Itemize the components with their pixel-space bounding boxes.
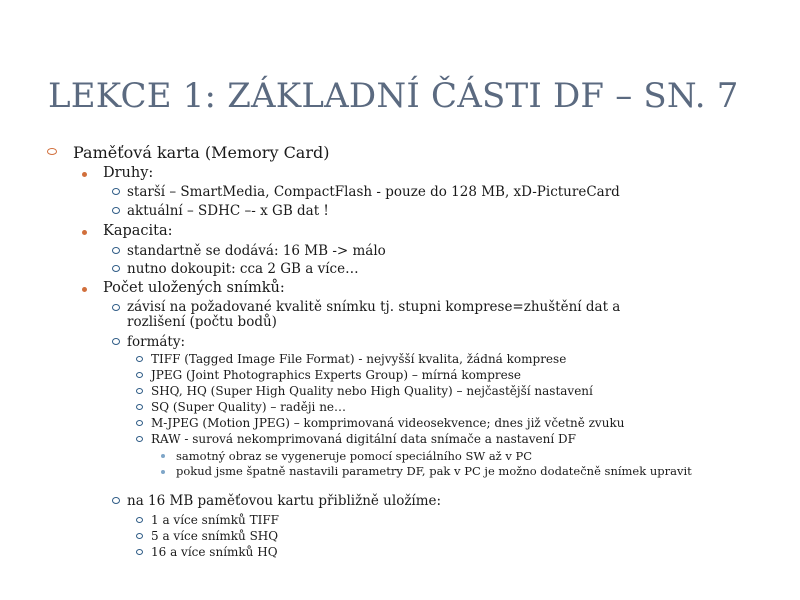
ring-bullet-icon <box>136 517 143 523</box>
ring-bullet-icon <box>136 549 143 555</box>
bullet-text: 1 a více snímků TIFF <box>151 513 279 527</box>
ring-bullet-icon <box>112 188 120 195</box>
bullet-mjpeg <box>151 416 624 430</box>
ring-bullet-icon <box>47 148 57 155</box>
ring-bullet-icon <box>112 497 120 504</box>
ring-bullet-icon <box>136 420 143 426</box>
bullet-text: 5 a více snímků SHQ <box>151 529 279 543</box>
ring-bullet-icon <box>136 356 143 362</box>
dot-bullet-icon <box>161 454 165 458</box>
dot-bullet-icon <box>82 230 87 235</box>
ring-bullet-icon <box>136 372 143 378</box>
bullet-text: samotný obraz se vygeneruje pomocí speciálního SW až v PC <box>176 449 533 463</box>
bullet-kapacita <box>103 223 173 239</box>
bullet-text: RAW - surová nekomprimovaná digitální data snímače a nastavení DF <box>151 432 576 446</box>
bullet-formaty <box>127 334 185 350</box>
bullet-pokud <box>176 465 696 478</box>
bullet-hq-count <box>151 545 278 559</box>
ring-bullet-icon <box>112 304 120 311</box>
ring-bullet-icon <box>136 436 143 442</box>
bullet-text: starší – SmartMedia, CompactFlash - pouze do 128 MB, xD-PictureCard <box>127 184 620 200</box>
bullet-text: závisí na požadované kvalitě snímku tj. stupni komprese=zhuštění dat a rozlišení (počtu bodů) <box>127 299 621 330</box>
ring-bullet-icon <box>112 207 120 214</box>
ring-bullet-icon <box>112 265 120 272</box>
bullet-text: aktuální – SDHC –- x GB dat ! <box>127 203 329 219</box>
bullet-raw <box>151 432 576 446</box>
bullet-text: M-JPEG (Motion JPEG) – komprimovaná videosekvence; dnes již včetně zvuku <box>151 416 625 430</box>
dot-bullet-icon <box>82 172 87 177</box>
bullet-text: na 16 MB paměťovou kartu přibližně uložíme: <box>127 493 442 509</box>
bullet-aktualni <box>127 203 329 219</box>
bullet-text: Paměťová karta (Memory Card) <box>73 143 330 162</box>
bullet-text: SHQ, HQ (Super High Quality nebo High Quality) – nejčastější nastavení <box>151 384 593 398</box>
bullet-nutno <box>127 261 359 277</box>
dot-bullet-icon <box>161 470 165 474</box>
bullet-text: pokud jsme špatně nastavili parametry DF, pak v PC je možno dodatečně snímek upravit <box>176 464 692 478</box>
bullet-text: Počet uložených snímků: <box>103 280 285 296</box>
bullet-text: standartně se dodává: 16 MB -> málo <box>127 243 386 259</box>
bullet-text: Druhy: <box>103 165 154 181</box>
ring-bullet-icon <box>112 247 120 254</box>
bullet-text: SQ (Super Quality) – raději ne… <box>151 400 347 414</box>
bullet-starsi <box>127 184 620 200</box>
bullet-standartne <box>127 243 386 259</box>
ring-bullet-icon <box>136 388 143 394</box>
bullet-druhy <box>103 165 153 181</box>
bullet-text: JPEG (Joint Photographics Experts Group) – mírná komprese <box>151 368 521 382</box>
bullet-sq <box>151 400 346 414</box>
slide-title: LEKCE 1: ZÁKLADNÍ ČÁSTI DF – SN. 7 <box>48 76 739 116</box>
bullet-text: formáty: <box>127 334 186 350</box>
bullet-tiff-count <box>151 513 279 527</box>
ring-bullet-icon <box>136 533 143 539</box>
ring-bullet-icon <box>112 338 120 345</box>
bullet-text: TIFF (Tagged Image File Format) - nejvyšší kvalita, žádná komprese <box>151 352 567 366</box>
dot-bullet-icon <box>82 287 87 292</box>
ring-bullet-icon <box>136 404 143 410</box>
bullet-shq <box>151 384 593 398</box>
bullet-shq-count <box>151 529 278 543</box>
bullet-text: Kapacita: <box>103 223 173 239</box>
bullet-na16 <box>127 493 441 509</box>
bullet-pocet <box>103 280 285 296</box>
bullet-text: nutno dokoupit: cca 2 GB a více… <box>127 261 359 277</box>
bullet-text: 16 a více snímků HQ <box>151 545 278 559</box>
bullet-tiff <box>151 352 566 366</box>
bullet-jpeg <box>151 368 521 382</box>
bullet-memory-card <box>73 143 329 162</box>
bullet-samotny <box>176 449 532 463</box>
bullet-zavisi <box>127 300 667 330</box>
